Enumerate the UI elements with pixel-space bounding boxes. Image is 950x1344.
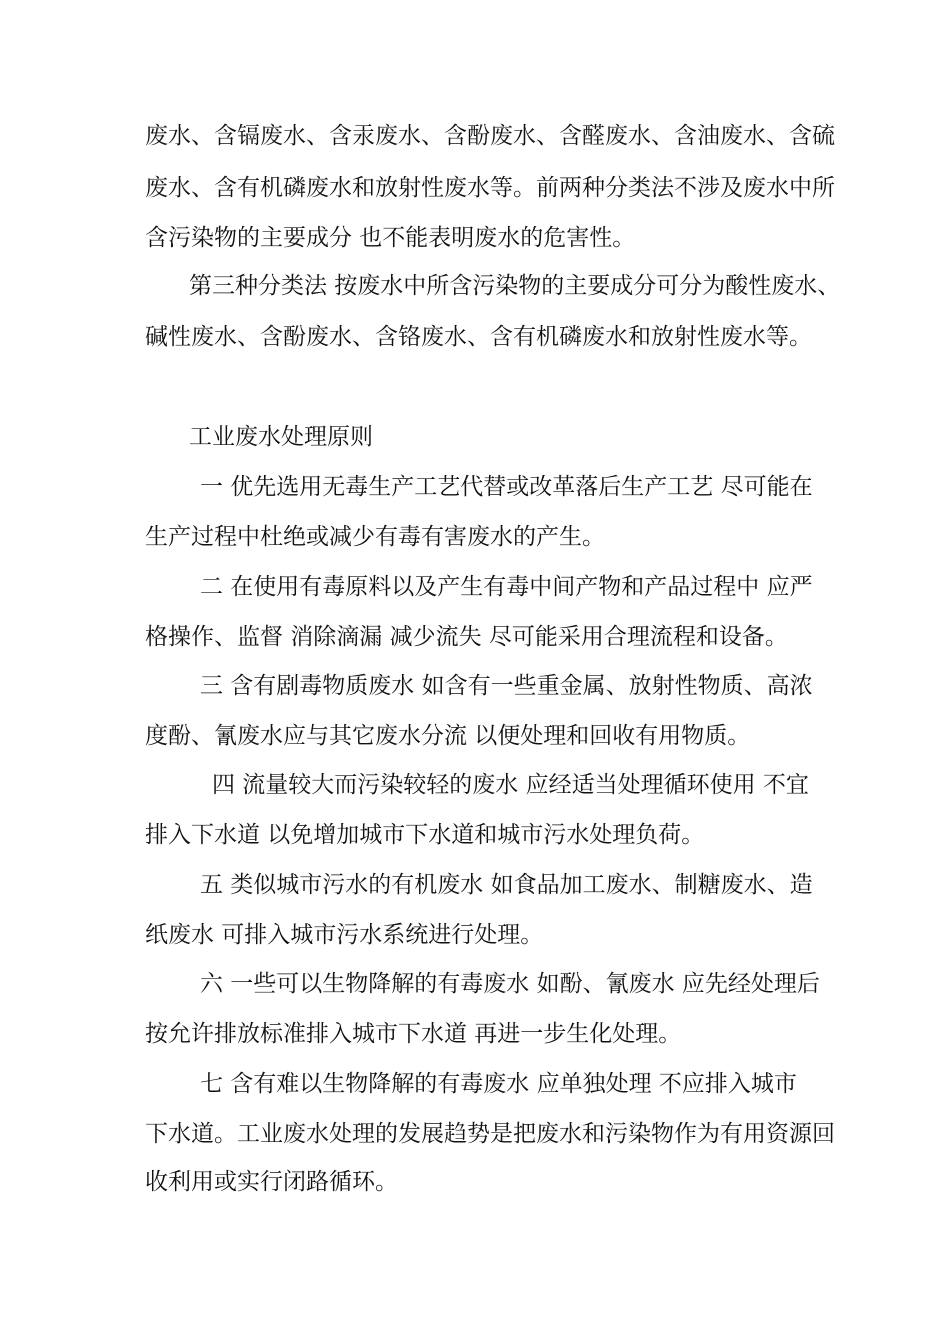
text-line-15: 五 类似城市污水的有机废水 如食品加工废水、制糖废水、造 (200, 872, 813, 898)
text-line-14: 排入下水道 以免增加城市下水道和城市污水处理负荷。 (145, 822, 705, 848)
text-line-17: 六 一些可以生物降解的有毒废水 如酚、氰废水 应先经处理后 (200, 971, 820, 997)
section-heading: 工业废水处理原则 (189, 424, 373, 450)
text-line-13: 四 流量较大而污染较轻的废水 应经适当处理循环使用 不宜 (212, 772, 809, 798)
text-line-10: 格操作、监督 消除滴漏 减少流失 尽可能采用合理流程和设备。 (145, 624, 788, 650)
text-line-18: 按允许排放标准排入城市下水道 再进一步生化处理。 (145, 1021, 682, 1047)
text-line-9: 二 在使用有毒原料以及产生有毒中间产物和产品过程中 应严 (200, 574, 813, 600)
text-line-11: 三 含有剧毒物质废水 如含有一些重金属、放射性物质、高浓 (200, 673, 813, 699)
text-line-2: 废水、含有机磷废水和放射性废水等。前两种分类法不涉及废水中所 (145, 175, 835, 201)
text-line-20: 下水道。工业废水处理的发展趋势是把废水和污染物作为有用资源回 (145, 1121, 835, 1147)
text-line-16: 纸废水 可排入城市污水系统进行处理。 (145, 922, 544, 948)
text-line-4: 第三种分类法 按废水中所含污染物的主要成分可分为酸性废水、 (189, 273, 841, 299)
text-line-12: 度酚、氰废水应与其它废水分流 以便处理和回收有用物质。 (145, 723, 751, 749)
text-line-21: 收利用或实行闭路循环。 (145, 1169, 398, 1195)
text-line-19: 七 含有难以生物降解的有毒废水 应单独处理 不应排入城市 (200, 1071, 797, 1097)
text-line-5: 碱性废水、含酚废水、含铬废水、含有机磷废水和放射性废水等。 (145, 324, 812, 350)
text-line-8: 生产过程中杜绝或减少有毒有害废水的产生。 (145, 524, 605, 550)
text-line-1: 废水、含镉废水、含汞废水、含酚废水、含醛废水、含油废水、含硫 (145, 123, 835, 149)
text-line-3: 含污染物的主要成分 也不能表明废水的危害性。 (145, 225, 636, 251)
text-line-7: 一 优先选用无毒生产工艺代替或改革落后生产工艺 尽可能在 (200, 474, 813, 500)
